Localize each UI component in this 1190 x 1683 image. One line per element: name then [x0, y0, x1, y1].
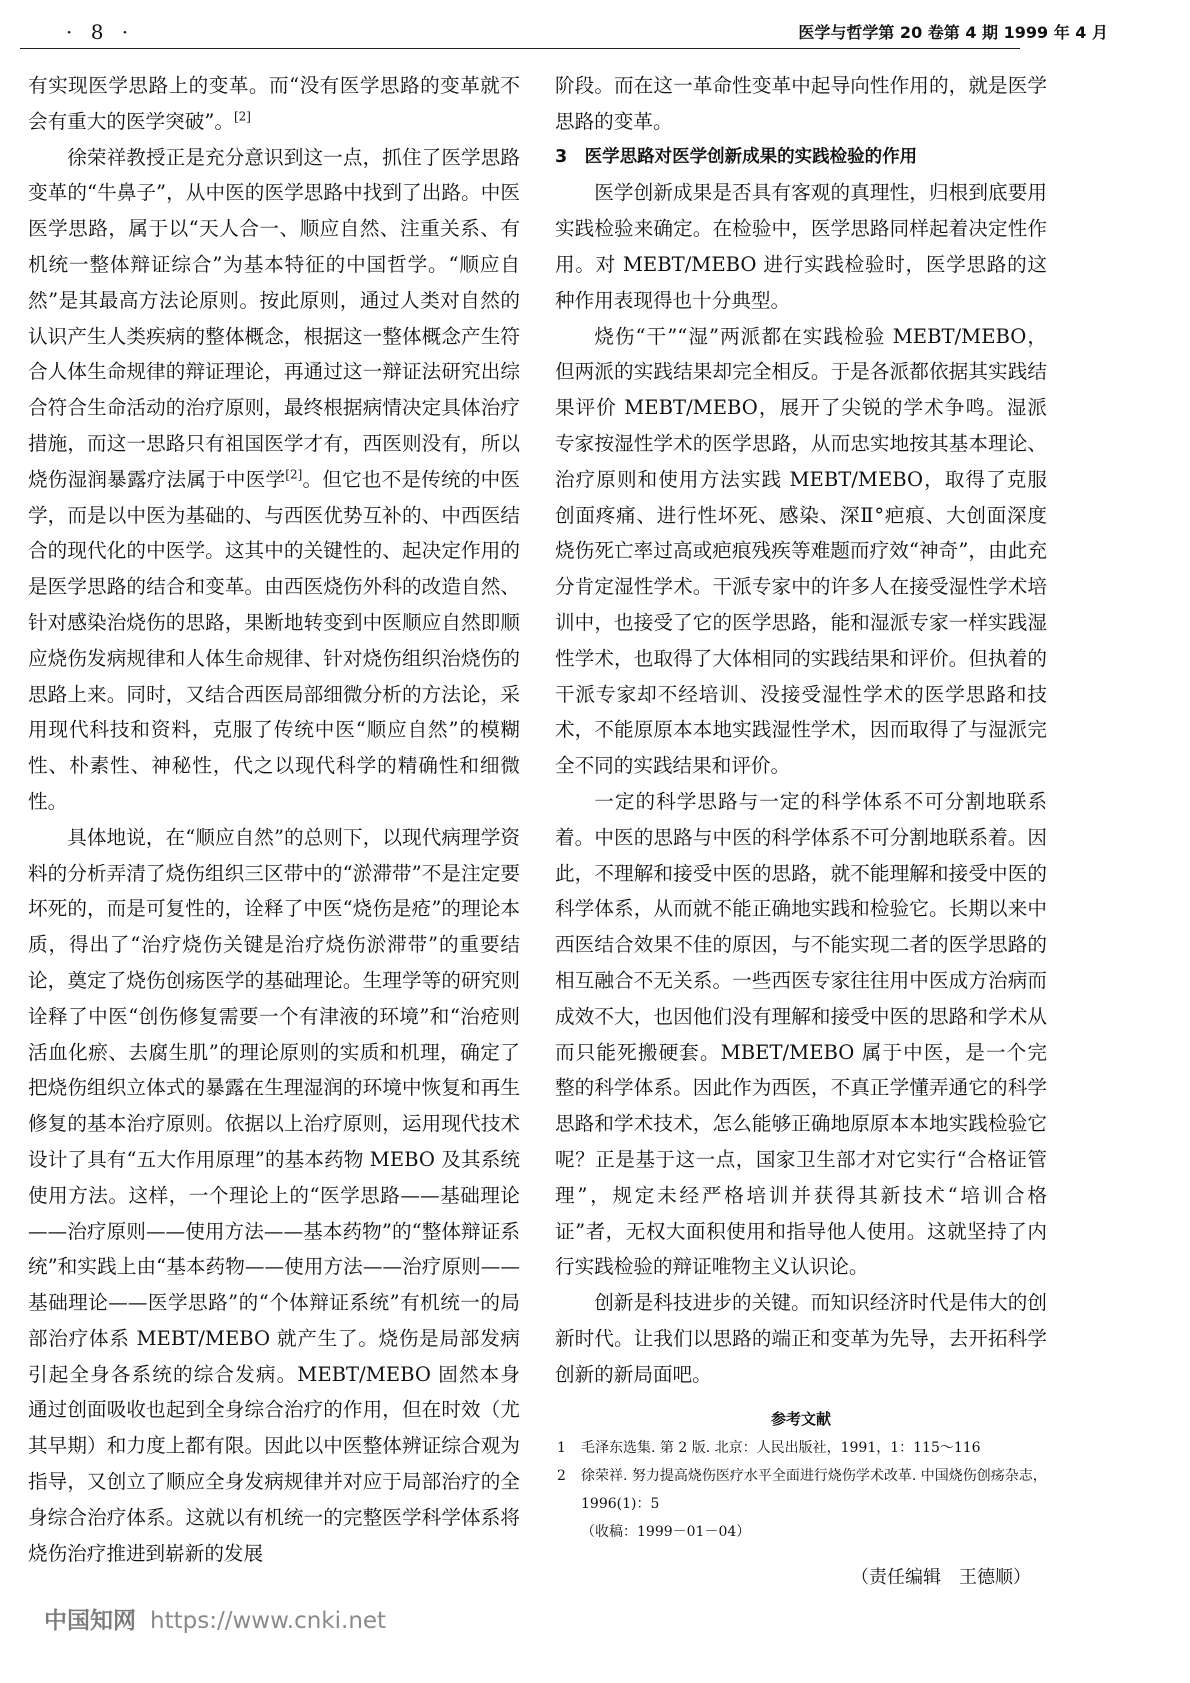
watermark-url[interactable]: https://www.cnki.net	[150, 1608, 387, 1634]
citation-ref[interactable]: [2]	[233, 109, 251, 124]
header-rule	[20, 48, 1020, 49]
section-heading: 3 医学思路对医学创新成果的实践检验的作用	[555, 146, 918, 167]
citation-ref[interactable]: [2]	[285, 467, 303, 482]
paragraph: 具体地说，在“顺应自然”的总则下，以现代病理学资料的分析弄清了烧伤组织三区带中的“淤滞带”不是注定要坏死的，而是可复性的，诠释了中医“烧伤是疮”的理论本质，得出了“治疗烧伤关键是治疗烧伤淤滞带”的重要结论，奠定了烧伤创疡医学的基础理论。生理学等的研究则诠释了中医“创伤修复需要一个有津液的环境”和“治疮则活血化瘀、去腐生肌”的理论原则的实质和机理，确定了把烧伤组织立体式的暴露在生理湿润的环境中恢复和再生修复的基本治疗原则。依据以上治疗原则，运用现代技术设计了具有“五大作用原理”的基本药物 MEBO 及其系统使用方法。这样，一个理论上的“医学思路——基础理论——治疗原则——使用方法——基本药物”的“整体辩证系统”和实践上由“基本药物——使用方法——治疗原则——基础理论——医学思路”的“个体辩证系统”有机统一的局部治疗体系 MEBT/MEBO 就产生了。烧伤是局部发病引起全身各系统的综合发病。MEBT/MEBO 固然本身通过创面吸收也起到全身综合治疗的作用，但在时效（尤其早期）和力度上都有限。因此以中医整体辨证综合观为指导，又创立了顺应全身发病规律并对应于局部治疗的全身综合治疗体系。这就以有机统一的完整医学科学体系将烧伤治疗推进到崭新的发展	[28, 825, 520, 1565]
right-column	[555, 68, 1047, 1596]
paragraph: 徐荣祥教授正是充分意识到这一点，抓住了医学思路变革的“牛鼻子”，从中医的医学思路中找到了出路。中医医学思路，属于以“天人合一、顺应自然、注重关系、有机统一整体辩证综合”为基本特征的中国哲学。“顺应自然”是其最高方法论原则。按此原则，通过人类对自然的认识产生人类疾病的整体概念，根据这一整体概念产生符合人体生命规律的辩证理论，再通过这一辩证法研究出综合符合生命活动的治疗原则，最终根据病情决定具体治疗措施，而这一思路只有祖国医学才有，西医则没有，所以烧伤湿润暴露疗法属于中医学[2]。但它也不是传统的中医学，而是以中医为基础的、与西医优势互补的、中西医结合的现代化的中医学。这其中的关键性的、起决定作用的是医学思路的结合和变革。由西医烧伤外科的改造自然、针对感染治烧伤的思路，果断地转变到中医顺应自然即顺应烧伤发病规律和人体生命规律、针对烧伤组织治烧伤的思路上来。同时，又结合西医局部细微分析的方法论，采用现代科技和资料，克服了传统中医“顺应自然”的模糊性、朴素性、神秘性，代之以现代科学的精确性和细微性。	[28, 145, 521, 813]
reference-item: 2 徐荣祥. 努力提高烧伤医疗水平全面进行烧伤学术改革. 中国烧伤创疡杂志，1996(1)：5	[557, 1468, 1047, 1513]
paragraph: 有实现医学思路上的变革。而“没有医学思路的变革就不会有重大的医学突破”。[2]	[28, 74, 520, 133]
paragraph: 医学创新成果是否具有客观的真理性，归根到底要用实践检验来确定。在检验中，医学思路同样起着决定性作用。对 MEBT/MEBO 进行实践检验时，医学思路的这种作用表现得也十分典型。	[555, 181, 1047, 312]
page-header	[0, 0, 1190, 60]
journal-running-title: 医学与哲学第 20 卷第 4 期 1999 年 4 月	[798, 23, 1108, 42]
paragraph: 烧伤“干”“湿”两派都在实践检验 MEBT/MEBO，但两派的实践结果却完全相反。于是各派都依据其实践结果评价 MEBT/MEBO，展开了尖锐的学术争鸣。湿派专家按湿性学术的医学思路，从而忠实地按其基本理论、治疗原则和使用方法实践 MEBT/MEBO，取得了克服创面疼痛、进行性坏死、感染、深Ⅱ°疤痕、大创面深度烧伤死亡率过高或疤痕残疾等难题而疗效“神奇”，由此充分肯定湿性学术。干派专家中的许多人在接受湿性学术培训中，也接受了它的医学思路，能和湿派专家一样实践湿性学术，也取得了大体相同的实践结果和评价。但执着的干派专家却不经培训、没接受湿性学术的医学思路和技术，不能原原本本地实践湿性学术，因而取得了与湿派完全不同的实践结果和评价。	[555, 324, 1047, 778]
references-title: 参考文献	[770, 1410, 831, 1429]
paragraph: 创新是科技进步的关键。而知识经济时代是伟大的创新时代。让我们以思路的端正和变革为先导，去开拓科学创新的新局面吧。	[555, 1291, 1047, 1386]
reference-item: 1 毛泽东选集. 第 2 版. 北京：人民出版社，1991，1：115～116	[557, 1440, 981, 1457]
left-column	[28, 68, 520, 1571]
page-number: · 8 ·	[66, 20, 135, 44]
cnki-watermark	[44, 1602, 386, 1635]
watermark-brand: 中国知网	[44, 1608, 136, 1634]
paragraph: 一定的科学思路与一定的科学体系不可分割地联系着。中医的思路与中医的科学体系不可分割地联系着。因此，不理解和接受中医的思路，就不能理解和接受中医的科学体系，从而就不能正确地实践和检验它。长期以来中西医结合效果不佳的原因，与不能实现二者的医学思路的相互融合不无关系。一些西医专家往往用中医成方治病而成效不大，也因他们没有理解和接受中医的思路和学术从而只能死搬硬套。MBET/MEBO 属于中医，是一个完整的科学体系。因此作为西医，不真正学懂弄通它的科学思路和学术技术，怎么能够正确地原原本本地实践检验它呢？正是基于这一点，国家卫生部才对它实行“合格证管理”，规定未经严格培训并获得其新技术“培训合格证”者，无权大面积使用和指导他人使用。这就坚持了内行实践检验的辩证唯物主义认识论。	[555, 789, 1047, 1279]
received-date: （收稿：1999－01－04）	[581, 1524, 751, 1541]
responsible-editor: （责任编辑 王德顺）	[851, 1567, 1031, 1589]
paragraph: 阶段。而在这一革命性变革中起导向性作用的，就是医学思路的变革。	[555, 74, 1047, 133]
